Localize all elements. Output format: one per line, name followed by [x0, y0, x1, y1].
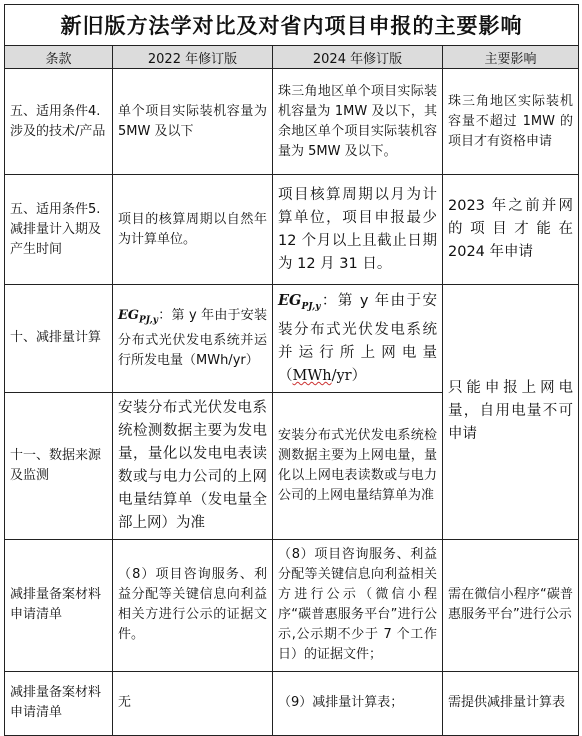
comparison-table [4, 4, 579, 736]
v2024-cell: （8）项目咨询服务、利益分配等关键信息向利益相关方进行公示（微信小程序“碳普惠服务平台”进行公示,公示期不少于 7 个工作日）的证据文件； [273, 539, 443, 671]
table-row [5, 285, 579, 393]
header-impact: 主要影响 [443, 46, 579, 69]
header-2022: 2022 年修订版 [113, 46, 273, 69]
v2022-cell: 单个项目实际装机容量为 5MW 及以下 [113, 69, 273, 175]
impact-cell: 珠三角地区实际装机容量不超过 1MW 的项目才有资格申请 [443, 69, 579, 175]
table-header-row [5, 46, 579, 69]
header-2024: 2024 年修订版 [273, 46, 443, 69]
v2022-cell: （8）项目咨询服务、利益分配等关键信息向利益相关方进行公示的证据文件。 [113, 539, 273, 671]
clause-cell: 五、适用条件5.减排量计入期及产生时间 [5, 175, 113, 285]
eg-symbol: $EG_{PJ,y}$ [118, 308, 159, 326]
v2022-cell: 项目的核算周期以自然年为计算单位。 [113, 175, 273, 285]
v2022-cell: 无 [113, 671, 273, 735]
unit-suffix: /yr） [331, 367, 367, 384]
v2024-cell: 安装分布式光伏发电系统检测数据主要为上网电量，量化以上网电表读数或与电力公司的上网电量结算单为准 [273, 392, 443, 539]
v2024-cell: 项目核算周期以月为计算单位，项目申报最少 12 个月以上且截止日期为 12 月 31 日。 [273, 175, 443, 285]
clause-cell: 十、减排量计算 [5, 285, 113, 393]
v2024-cell: （9）减排量计算表； [273, 671, 443, 735]
v2022-cell: 安装分布式光伏发电系统检测数据主要为发电量，量化以发电电表读数或与电力公司的上网电量结算单（发电量全部上网）为准 [113, 392, 273, 539]
impact-cell-merged: 只能申报上网电量，自用电量不可申请 [443, 285, 579, 540]
clause-cell: 十一、数据来源及监测 [5, 392, 113, 539]
v2024-cell [273, 285, 443, 393]
impact-cell: 需在微信小程序“碳普惠服务平台”进行公示 [443, 539, 579, 671]
header-clause: 条款 [5, 46, 113, 69]
table-row [5, 175, 579, 285]
table-row [5, 671, 579, 735]
v2022-text: ：第 y 年由于安装分布式光伏发电系统并运行所发电量（MWh/yr） [118, 308, 267, 368]
v2022-cell [113, 285, 273, 393]
table-row [5, 69, 579, 175]
impact-cell: 2023 年之前并网的项目才能在 2024 年申请 [443, 175, 579, 285]
table-row [5, 539, 579, 671]
clause-cell: 五、适用条件4.涉及的技术/产品 [5, 69, 113, 175]
unit-mwh: MWh [292, 367, 332, 384]
comparison-document [4, 4, 578, 736]
impact-cell: 需提供减排量计算表 [443, 671, 579, 735]
document-title: 新旧版方法学对比及对省内项目申报的主要影响 [5, 5, 579, 46]
eg-symbol: $EG_{PJ,y}$ [278, 292, 321, 312]
v2024-cell: 珠三角地区单个项目实际装机容量为 1MW 及以下，其余地区单个项目实际装机容量为 5MW 及以下。 [273, 69, 443, 175]
clause-cell: 减排量备案材料申请清单 [5, 539, 113, 671]
clause-cell: 减排量备案材料申请清单 [5, 671, 113, 735]
v2024-text: ：第 y 年由于安装分布式光伏发电系统并运行所上网电量（ [278, 293, 437, 384]
